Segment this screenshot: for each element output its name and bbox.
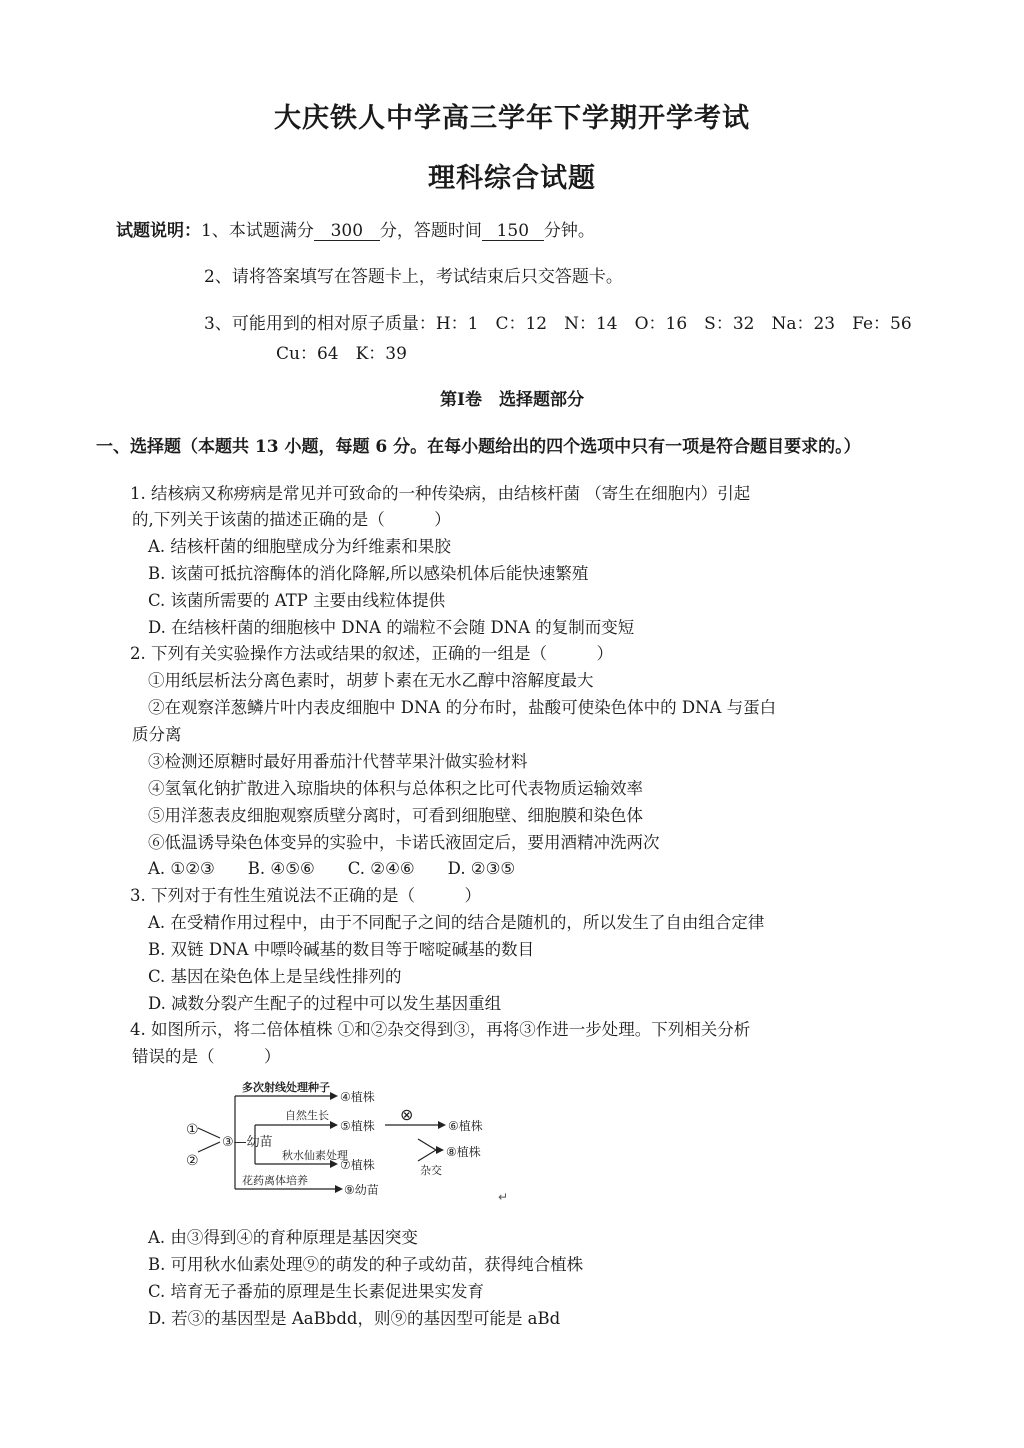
diagram-line — [418, 1139, 436, 1150]
diagram-parent-2: ② — [186, 1153, 199, 1169]
diagram-line — [198, 1142, 220, 1152]
page-title: 大庆铁人中学高三学年下学期开学考试 — [274, 103, 750, 134]
q4-option-c: C. 培育无子番茄的原理是生长素促进果实发育 — [148, 1282, 485, 1301]
q2-stem: 2. 下列有关实验操作方法或结果的叙述，正确的一组是（ ） — [130, 644, 613, 663]
instructions-label: 试题说明： — [116, 221, 201, 241]
full-score-value: 300 — [314, 222, 380, 241]
diagram-label-anther: 花药离体培养 — [242, 1174, 308, 1187]
q4-stem-line1: 4. 如图所示，将二倍体植株 ①和②杂交得到③，再将③作进一步处理。下列相关分析 — [130, 1020, 751, 1039]
q4-option-a: A. 由③得到④的育种原理是基因突变 — [148, 1228, 418, 1247]
instruction-1-mid: 分，答题时间 — [379, 221, 482, 241]
diagram-plant-8: ⑧植株 — [446, 1145, 481, 1159]
diagram-plant-6: ⑥植株 — [448, 1119, 483, 1133]
diagram-label-radiation: 多次射线处理种子 — [242, 1081, 330, 1094]
q2-statement-6: ⑥低温诱导染色体变异的实验中，卡诺氏液固定后，要用酒精冲洗两次 — [148, 833, 660, 852]
instruction-1 — [116, 220, 595, 242]
q2-statement-4: ④氢氧化钠扩散进入琼脂块的体积与总体积之比可代表物质运输效率 — [148, 779, 643, 798]
q2-statement-3: ③检测还原糖时最好用番茄汁代替苹果汁做实验材料 — [148, 752, 528, 771]
q1-option-b: B. 该菌可抵抗溶酶体的消化降解,所以感染机体后能快速繁殖 — [148, 564, 589, 583]
instruction-1-pre: 1、本试题满分 — [201, 221, 314, 241]
q4-stem-line2: 错误的是（ ） — [132, 1047, 281, 1066]
diagram-parent-1: ① — [186, 1122, 199, 1138]
q4-option-b: B. 可用秋水仙素处理⑨的萌发的种子或幼苗，获得纯合植株 — [148, 1255, 584, 1274]
instruction-3-line2: Cu：64 K：39 — [276, 344, 407, 364]
breeding-diagram — [180, 1076, 520, 1206]
diagram-plant-5: ⑤植株 — [340, 1119, 375, 1133]
exam-time-value: 150 — [482, 222, 544, 241]
q1-option-a: A. 结核杆菌的细胞壁成分为纤维素和果胶 — [148, 537, 451, 556]
q2-statement-2a: ②在观察洋葱鳞片叶内表皮细胞中 DNA 的分布时，盐酸可使染色体中的 DNA 与蛋白 — [148, 698, 777, 717]
instruction-1-post: 分钟。 — [543, 221, 595, 241]
page-subtitle: 理科综合试题 — [428, 163, 596, 194]
q3-option-d: D. 减数分裂产生配子的过程中可以发生基因重组 — [148, 994, 502, 1013]
diagram-label-colchicine: 秋水仙素处理 — [282, 1149, 348, 1162]
diagram-line — [198, 1128, 220, 1138]
q1-option-c: C. 该菌所需要的 ATP 主要由线粒体提供 — [148, 591, 446, 610]
paragraph-mark-icon: ↵ — [498, 1190, 509, 1204]
q1-stem-line2: 的,下列关于该菌的描述正确的是（ ） — [132, 510, 451, 529]
diagram-seedling: ③—幼苗 — [222, 1135, 273, 1150]
q3-option-c: C. 基因在染色体上是呈线性排列的 — [148, 967, 402, 986]
q1-option-d: D. 在结核杆菌的细胞核中 DNA 的端粒不会随 DNA 的复制而变短 — [148, 618, 635, 637]
section-title: 第Ⅰ卷 选择题部分 — [440, 390, 584, 410]
q2-statement-2b: 质分离 — [132, 725, 182, 744]
q4-option-d: D. 若③的基因型是 AaBbdd，则⑨的基因型可能是 aBd — [148, 1309, 561, 1328]
instruction-3-line1: 3、可能用到的相对原子质量：H：1 C：12 N：14 O：16 S：32 Na：23 Fe：56 — [204, 314, 912, 334]
q2-statement-5: ⑤用洋葱表皮细胞观察质壁分离时，可看到细胞壁、细胞膜和染色体 — [148, 806, 643, 825]
diagram-plant-4: ④植株 — [340, 1090, 375, 1104]
diagram-line — [418, 1150, 436, 1161]
q2-options: A. ①②③ B. ④⑤⑥ C. ②④⑥ D. ②③⑤ — [148, 859, 516, 878]
q3-option-a: A. 在受精作用过程中，由于不同配子之间的结合是随机的，所以发生了自由组合定律 — [148, 913, 765, 932]
diagram-seedling-9: ⑨幼苗 — [344, 1183, 379, 1197]
diagram-selfing-icon: ⊗ — [400, 1105, 414, 1124]
q3-option-b: B. 双链 DNA 中嘌呤碱基的数目等于嘧啶碱基的数目 — [148, 940, 535, 959]
diagram-plant-7: ⑦植株 — [340, 1158, 375, 1172]
q2-statement-1: ①用纸层析法分离色素时，胡萝卜素在无水乙醇中溶解度最大 — [148, 671, 594, 690]
diagram-label-cross: 杂交 — [420, 1164, 442, 1177]
part-heading: 一、选择题（本题共 13 小题，每题 6 分。在每小题给出的四个选项中只有一项是符合题目要求的。） — [96, 437, 861, 457]
diagram-label-natural: 自然生长 — [285, 1109, 329, 1122]
q1-stem-line1: 1. 结核病又称痨病是常见并可致命的一种传染病，由结核杆菌 （寄生在细胞内）引起 — [130, 484, 751, 503]
instruction-2: 2、请将答案填写在答题卡上，考试结束后只交答题卡。 — [204, 267, 623, 287]
q3-stem: 3. 下列对于有性生殖说法不正确的是（ ） — [130, 886, 481, 905]
